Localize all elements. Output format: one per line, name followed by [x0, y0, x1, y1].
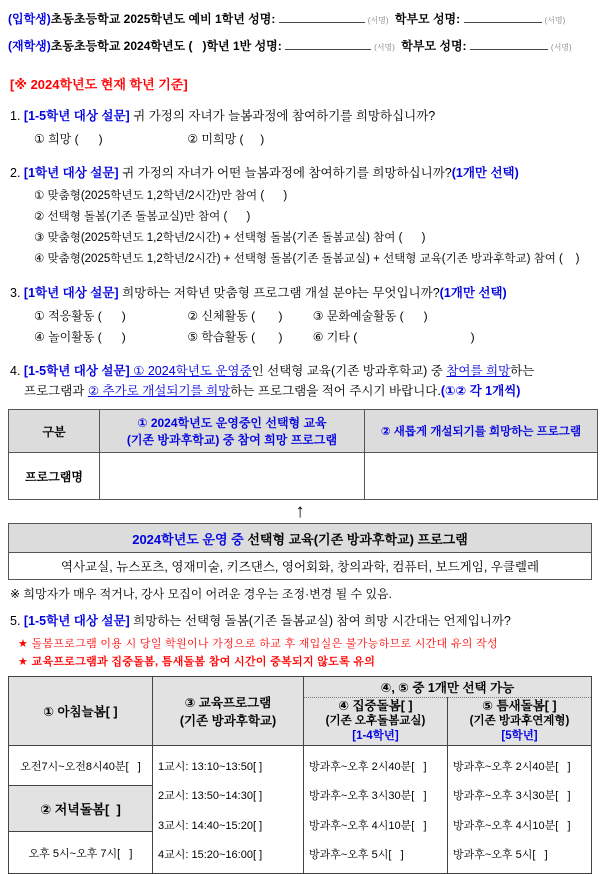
- gap-care-grade-tag: [5학년]: [501, 730, 538, 742]
- period-3-option[interactable]: 3교시: 14:40~15:20[ ]: [158, 819, 263, 832]
- morning-neulbom-header: ① 아침늘봄[ ]: [9, 677, 153, 746]
- morning-care-time-option[interactable]: 오전7시~오전8시40분[ ]: [9, 746, 152, 786]
- adjustment-note: ※ 희망자가 매우 적거나, 강사 모집이 어려운 경우는 조정·변경 될 수 있음.: [10, 587, 392, 601]
- q2-target-tag: [1학년 대상 설문]: [23, 166, 119, 180]
- up-arrow-icon: ↑: [295, 501, 305, 522]
- intensive-care-header-line2: (기존 오후돌봄교실): [325, 715, 426, 727]
- q4-running-programs-phrase: ① 2024학년도 운영중: [129, 364, 252, 378]
- col-new-programs-header: ② 새롭게 개설되기를 희망하는 프로그램: [365, 410, 598, 453]
- period-1-option[interactable]: 1교시: 13:10~13:50[ ]: [158, 760, 263, 773]
- morning-evening-care-cell: [9, 746, 153, 874]
- header-row-current-student: [8, 36, 592, 58]
- gap-care-times-cell: [448, 746, 592, 874]
- q3-option-play[interactable]: ④ 놀이활동 ( ): [34, 330, 126, 344]
- q3-options-row1: [34, 306, 592, 327]
- student-name-input-current[interactable]: [285, 37, 371, 50]
- running-programs-box: [8, 523, 592, 580]
- intensive-care-header: [304, 698, 448, 746]
- parent-name-input-new[interactable]: [464, 10, 542, 23]
- q3-option-learning[interactable]: ⑤ 학습활동 ( ): [187, 330, 283, 344]
- student-type-label-new: (입학생): [8, 12, 51, 26]
- header-row-new-student: [8, 9, 592, 31]
- intensive-care-time-2[interactable]: 방과후~오후 3시30분[ ]: [309, 790, 427, 803]
- question-5: [10, 611, 592, 631]
- q1-option-hope[interactable]: ① 희망 ( ): [34, 132, 103, 146]
- education-program-period-list: [153, 746, 303, 869]
- q5-number: 5.: [10, 614, 24, 628]
- parent-name-input-current[interactable]: [470, 37, 548, 50]
- intensive-care-grade-tag: [1-4학년]: [352, 730, 399, 742]
- school-grade-name-label-new: 초동초등학교 2025학년도 예비 1학년 성명:: [50, 12, 276, 26]
- running-programs-box-header: [9, 524, 592, 553]
- parent-name-label-current: 학부모 성명:: [401, 39, 467, 53]
- gap-care-time-2[interactable]: 방과후~오후 3시30분[ ]: [453, 790, 571, 803]
- question-4: [10, 361, 592, 401]
- q3-text: 희망하는 저학년 맞춤형 프로그램 개설 분야는 무엇입니까?: [118, 286, 440, 300]
- q2-text: 귀 가정의 자녀가 어떤 늘봄과정에 참여하기를 희망하십니까?: [118, 166, 452, 180]
- student-type-label-current: (재학생): [8, 39, 51, 53]
- education-program-header-line2: (기존 방과후학교): [179, 714, 277, 728]
- q4-target-tag: [1-5학년 대상 설문]: [23, 364, 130, 378]
- q3-option-etc[interactable]: ⑥ 기타 ( ): [312, 330, 475, 344]
- q5-text: 희망하는 선택형 돌봄(기존 돌봄교실) 참여 희망 시간대는 언제입니까?: [129, 614, 511, 628]
- q3-options-row2: [34, 327, 592, 348]
- q2-option-1[interactable]: ① 맞춤형(2025학년도 1,2학년/2시간)만 참여 ( ): [34, 190, 288, 202]
- q1-number: 1.: [10, 109, 24, 123]
- intensive-care-time-1[interactable]: 방과후~오후 2시40분[ ]: [309, 760, 427, 773]
- signature-label: (서명): [550, 43, 572, 52]
- q3-select-one-note: (1개만 선택): [439, 286, 507, 300]
- q1-option-no-hope[interactable]: ② 미희망 ( ): [187, 132, 265, 146]
- program-name-row-label: 프로그램명: [9, 453, 100, 500]
- running-programs-list: 역사교실, 뉴스포츠, 영재미술, 키즈댄스, 영어회화, 창의과학, 컴퓨터, 보드게임, 우클렐레: [9, 553, 592, 580]
- question-3: [10, 283, 592, 303]
- period-2-option[interactable]: 2교시: 13:50~14:30[ ]: [158, 790, 263, 803]
- gap-care-header-line1: ⑤ 틈새돌봄[ ]: [482, 699, 557, 713]
- school-grade-name-label-current: 초동초등학교 2024학년도 ( )학년 1반 성명:: [50, 39, 282, 53]
- q4-text-a: 인 선택형 교육(기존 방과후학교) 중: [251, 364, 447, 378]
- intensive-care-time-list: [304, 746, 447, 869]
- signature-label: (서명): [544, 16, 566, 25]
- running-programs-box-title: [9, 524, 592, 553]
- education-program-header-line1: ③ 교육프로그램: [184, 696, 272, 710]
- q2-option-3[interactable]: ③ 맞춤형(2025학년도 1,2학년/2시간) + 선택형 돌봄(기존 돌봄교실) 참여 ( ): [34, 232, 426, 244]
- q5-caution-reentry: ★ 돌봄프로그램 이용 시 당일 학원이나 가정으로 하교 후 재입실은 불가능하므로 시간대 유의 작성: [18, 638, 498, 650]
- intensive-care-time-4[interactable]: 방과후~오후 5시[ ]: [309, 849, 404, 862]
- education-program-header: [153, 677, 304, 746]
- intensive-care-header-line1: ④ 집중돌봄[ ]: [338, 699, 413, 713]
- gap-care-time-3[interactable]: 방과후~오후 4시10분[ ]: [453, 819, 571, 832]
- q3-target-tag: [1학년 대상 설문]: [23, 286, 119, 300]
- time-slot-body-row: [9, 746, 592, 874]
- col-running-programs-header: [100, 410, 365, 453]
- col-running-programs-header-line2: (기존 방과후학교) 중 참여 희망 프로그램: [126, 433, 338, 447]
- intensive-care-times-cell: [304, 746, 448, 874]
- student-name-input-new[interactable]: [279, 10, 365, 23]
- education-program-periods-cell: [153, 746, 304, 874]
- signature-label: (서명): [367, 16, 389, 25]
- gap-care-header-line2: (기존 방과후연계형): [469, 715, 570, 727]
- gap-care-time-4[interactable]: 방과후~오후 5시[ ]: [453, 849, 548, 862]
- q5-caution-overlap: ★ 교육프로그램과 집중돌봄, 틈새돌봄 참여 시간이 중복되지 않도록 유의: [18, 656, 376, 668]
- q3-option-culture-art[interactable]: ③ 문화예술활동 ( ): [312, 309, 428, 323]
- program-name-row: [9, 453, 598, 500]
- program-choice-table-header: [9, 410, 598, 453]
- q2-select-one-note: (1개만 선택): [451, 166, 519, 180]
- choose-one-span-header: ④, ⑤ 중 1개만 선택 가능: [304, 677, 592, 698]
- time-slot-table: [8, 676, 592, 874]
- evening-care-option[interactable]: ② 저녁돌봄[ ]: [9, 786, 152, 832]
- q2-options: [34, 186, 592, 270]
- q3-option-physical[interactable]: ② 신체활동 ( ): [187, 309, 283, 323]
- q4-line2-pre: 프로그램과: [24, 384, 88, 398]
- evening-care-time-option[interactable]: 오후 5시~오후 7시[ ]: [28, 847, 133, 860]
- q2-option-2[interactable]: ② 선택형 돌봄(기존 돌봄교실)만 참여 ( ): [34, 211, 251, 223]
- q3-number: 3.: [10, 286, 24, 300]
- period-4-option[interactable]: 4교시: 15:20~16:00[ ]: [158, 849, 263, 862]
- q5-target-tag: [1-5학년 대상 설문]: [23, 614, 130, 628]
- grade-basis-notice: [※ 2024학년도 현재 학년 기준]: [10, 77, 188, 92]
- question-2: [10, 163, 592, 183]
- running-programs-title-year: 2024학년도 운영 중: [132, 531, 244, 547]
- q1-text: 귀 가정의 자녀가 늘봄과정에 참여하기를 희망하십니까?: [129, 109, 436, 123]
- gap-care-time-1[interactable]: 방과후~오후 2시40분[ ]: [453, 760, 571, 773]
- time-slot-header-row1: [9, 677, 592, 698]
- q1-target-tag: [1-5학년 대상 설문]: [23, 109, 130, 123]
- q4-one-each-note: (①② 각 1개씩): [440, 384, 521, 398]
- col-category-header: 구분: [9, 410, 100, 453]
- question-1: [10, 106, 592, 126]
- running-program-answer-cell[interactable]: [100, 453, 365, 500]
- new-program-answer-cell[interactable]: [365, 453, 598, 500]
- q4-number: 4.: [10, 364, 24, 378]
- q4-new-program-phrase: ② 추가로 개설되기를 희망: [87, 384, 231, 398]
- morning-evening-care-stack: [9, 746, 152, 873]
- q2-number: 2.: [10, 166, 24, 180]
- signature-label: (서명): [374, 43, 395, 52]
- q1-options: [34, 129, 592, 150]
- parent-name-label-new: 학부모 성명:: [394, 12, 461, 26]
- q3-option-adaptation[interactable]: ① 적응활동 ( ): [34, 309, 126, 323]
- q4-participation-phrase: 참여를 희망: [446, 364, 511, 378]
- gap-care-time-list: [448, 746, 591, 869]
- col-running-programs-header-line1: ① 2024학년도 운영중인 선택형 교육: [137, 416, 327, 430]
- intensive-care-time-3[interactable]: 방과후~오후 4시10분[ ]: [309, 819, 427, 832]
- q4-text-b: 하는: [510, 364, 535, 378]
- gap-care-header: [448, 698, 592, 746]
- running-programs-title-rest: 선택형 교육(기존 방과후학교) 프로그램: [243, 531, 468, 547]
- program-choice-table: [8, 409, 598, 500]
- q2-option-4[interactable]: ④ 맞춤형(2025학년도 1,2학년/2시간) + 선택형 돌봄(기존 돌봄교실) + 선택형 교육(기존 방과후학교) 참여 ( ): [34, 253, 580, 265]
- q4-text-c: 하는 프로그램을 적어 주시기 바랍니다.: [230, 384, 441, 398]
- running-programs-box-body: [9, 553, 592, 580]
